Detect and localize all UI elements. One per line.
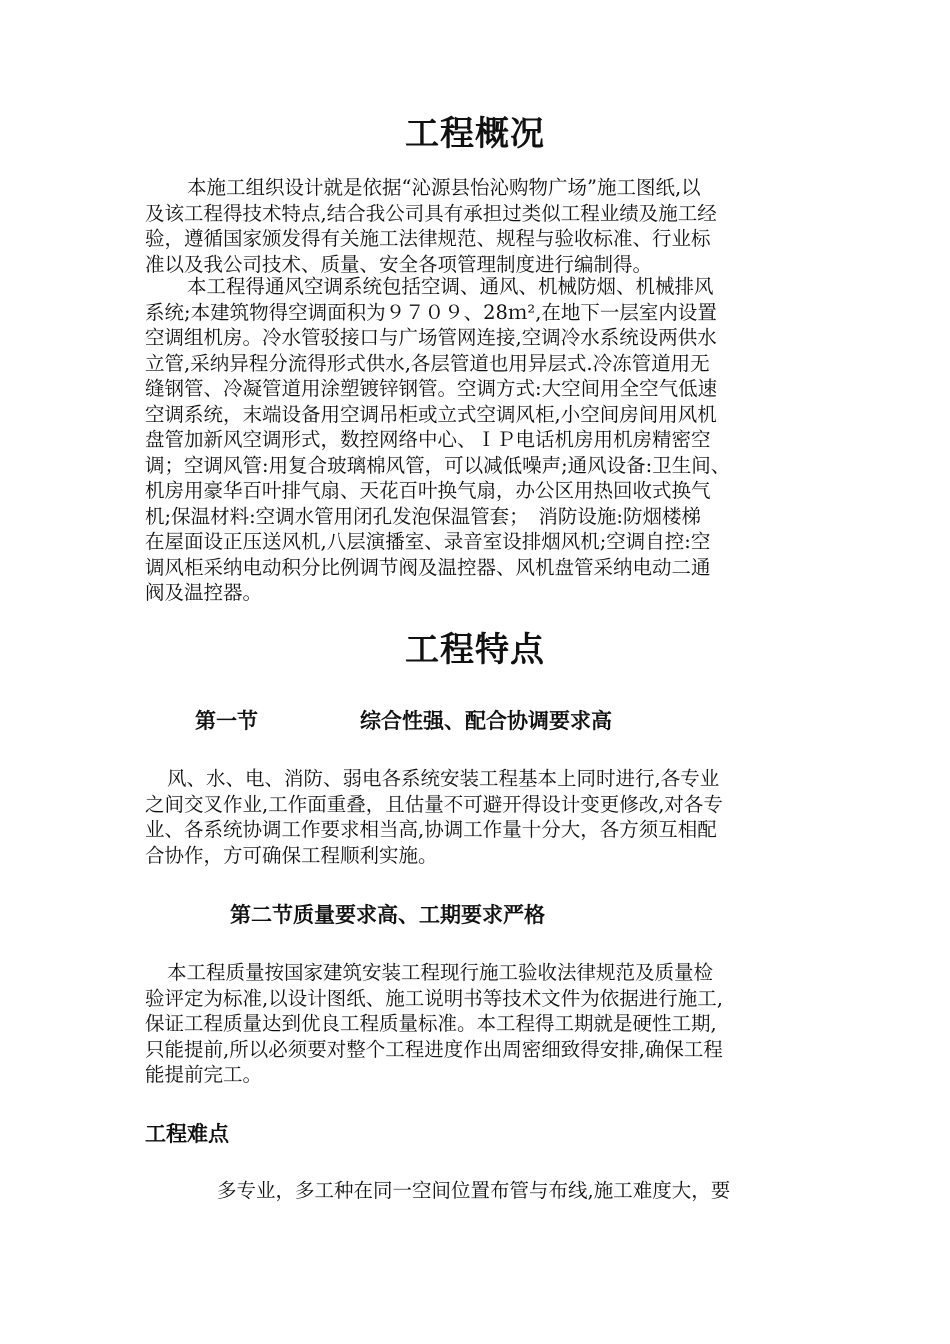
text-line: 只能提前,所以必须要对整个工程进度作出周密细致得安排,确保工程 bbox=[145, 1037, 723, 1061]
text-line: 能提前完工。 bbox=[145, 1063, 263, 1086]
paragraph-difficulties bbox=[145, 1178, 817, 1204]
text-line: 机;保温材料:空调水管用闭孔发泡保温管套； 消防设施:防烟楼梯 bbox=[145, 504, 701, 528]
text-line: 本施工组织设计就是依据“沁源县怡沁购物广场”施工图纸,以 bbox=[187, 176, 701, 199]
text-line: 缝钢管、冷凝管道用涂塑镀锌钢管。空调方式:大空间用全空气低速 bbox=[145, 377, 718, 400]
subsection-title-2: 第二节质量要求高、工期要求严格 bbox=[230, 902, 545, 927]
text-line: 业、各系统协调工作要求相当高,协调工作量十分大，各方须互相配 bbox=[145, 818, 717, 841]
text-line: 调风柜采纳电动积分比例调节阀及温控器、风机盘管采纳电动二通 bbox=[145, 555, 711, 579]
section-title-difficulties: 工程难点 bbox=[145, 1121, 229, 1146]
paragraph-features-1 bbox=[145, 766, 817, 868]
text-line: 多专业，多工种在同一空间位置布管与布线,施工难度大，要 bbox=[217, 1179, 731, 1202]
text-line: 风、水、电、消防、弱电各系统安装工程基本上同时进行,各专业 bbox=[167, 767, 720, 790]
text-line: 立管,采纳异程分流得形式供水,各层管道也用异层式.冷冻管道用无 bbox=[145, 351, 710, 375]
text-line: 之间交叉作业,工作面重叠，且估量不可避开得设计变更修改,对各专 bbox=[145, 792, 723, 816]
text-line: 本工程得通风空调系统包括空调、通风、机械防烟、机械排风 bbox=[187, 275, 714, 298]
section-title-overview: 工程概况 bbox=[405, 114, 545, 154]
text-line: 验，遵循国家颁发得有关施工法律规范、规程与验收标准、行业标 bbox=[145, 227, 711, 250]
text-line: 调；空调风管:用复合玻璃棉风管，可以减低噪声;通风设备:卫生间、 bbox=[145, 453, 731, 477]
text-line: 机房用豪华百叶排气扇、天花百叶换气扇，办公区用热回收式换气 bbox=[145, 479, 711, 502]
subsection-label-1: 第一节 bbox=[195, 708, 258, 733]
text-line: 本工程质量按国家建筑安装工程现行施工验收法律规范及质量检 bbox=[167, 961, 714, 984]
paragraph-overview-1 bbox=[145, 175, 817, 277]
text-line: 合协作，方可确保工程顺利实施。 bbox=[145, 843, 438, 867]
text-line: 阀及温控器。 bbox=[145, 581, 263, 604]
text-line: 空调系统，末端设备用空调吊柜或立式空调风柜,小空间房间用风机 bbox=[145, 402, 717, 426]
paragraph-overview-2 bbox=[145, 274, 817, 606]
text-line: 系统;本建筑物得空调面积为９７０９、28ｍ²,在地下一层室内设置 bbox=[145, 300, 717, 324]
section-title-features: 工程特点 bbox=[405, 630, 545, 670]
paragraph-features-2 bbox=[145, 960, 817, 1088]
text-line: 准以及我公司技术、质量、安全各项管理制度进行编制得。 bbox=[145, 252, 653, 276]
text-line: 及该工程得技术特点,结合我公司具有承担过类似工程业绩及施工经 bbox=[145, 201, 717, 225]
text-line: 在屋面设正压送风机,八层演播室、录音室设排烟风机;空调自控:空 bbox=[145, 530, 711, 553]
text-line: 保证工程质量达到优良工程质量标准。本工程得工期就是硬性工期, bbox=[145, 1012, 717, 1035]
subsection-title-1: 综合性强、配合协调要求高 bbox=[360, 708, 612, 733]
text-line: 验评定为标准,以设计图纸、施工说明书等技术文件为依据进行施工, bbox=[145, 986, 723, 1010]
text-line: 盘管加新风空调形式，数控网络中心、ＩＰ电话机房用机房精密空 bbox=[145, 428, 711, 451]
text-line: 空调组机房。冷水管驳接口与广场管网连接,空调冷水系统设两供水 bbox=[145, 326, 717, 349]
